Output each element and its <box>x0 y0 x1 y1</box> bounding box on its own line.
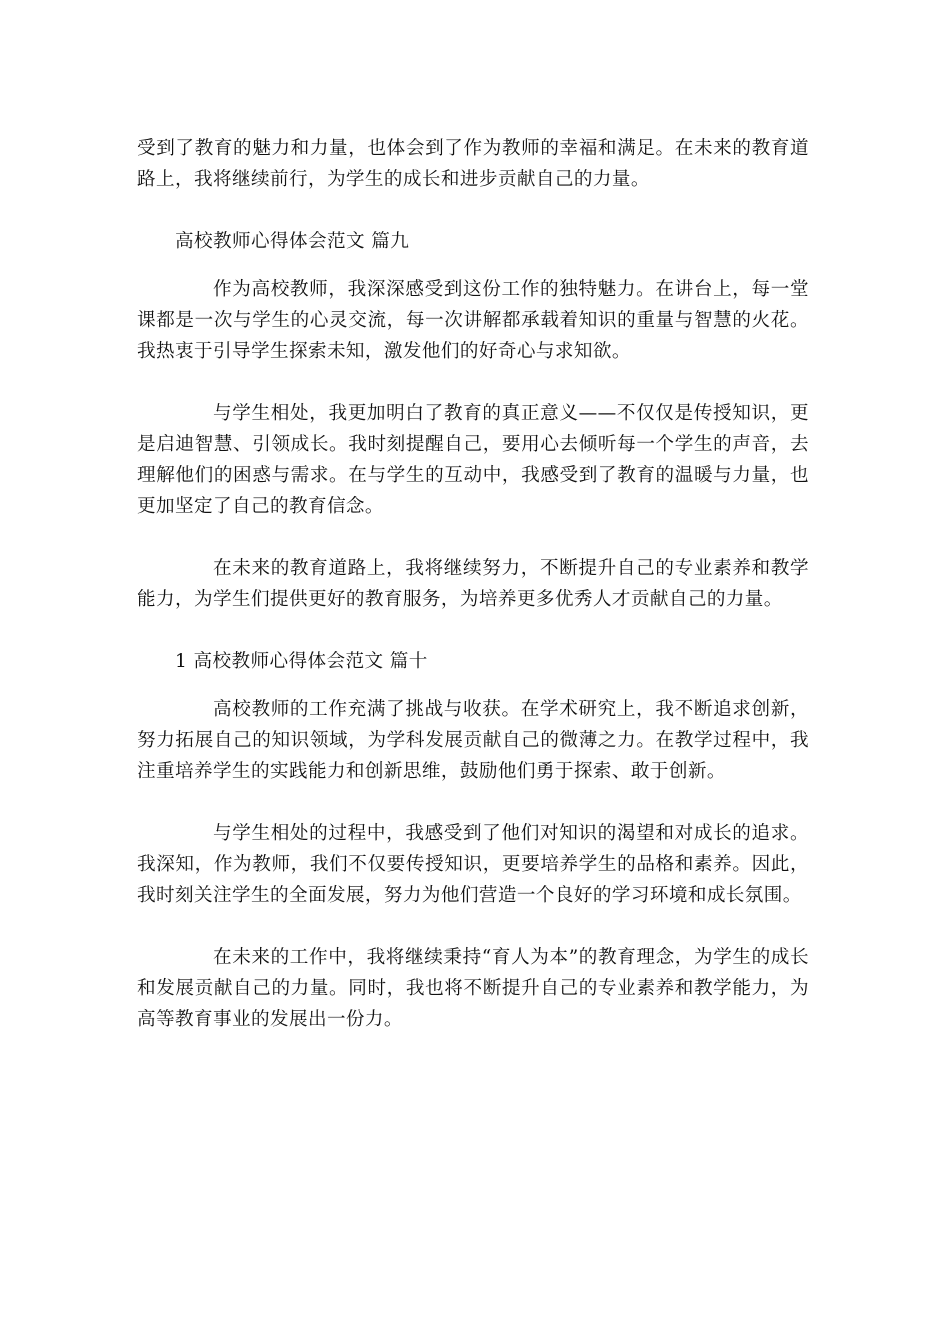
paragraph-part-ten-2: 与学生相处的过程中，我感受到了他们对知识的渴望和对成长的追求。我深知，作为教师，我们不仅要传授知识，更要培养学生的品格和素养。因此，我时刻关注学生的全面发展，努力为他们营造一个良好的学习环境和成长氛围。 <box>137 823 809 906</box>
section-heading-part-nine: 高校教师心得体会范文 篇九 <box>175 231 410 252</box>
paragraph-part-nine-1: 作为高校教师，我深深感受到这份工作的独特魅力。在讲台上，每一堂课都是一次与学生的心灵交流，每一次讲解都承载着知识的重量与智慧的火花。我热衷于引导学生探索未知，激发他们的好奇心与求知欲。 <box>137 279 809 362</box>
paragraph-part-nine-3: 在未来的教育道路上，我将继续努力，不断提升自己的专业素养和教学能力，为学生们提供更好的教育服务，为培养更多优秀人才贡献自己的力量。 <box>137 558 809 610</box>
paragraph-part-nine-2: 与学生相处，我更加明白了教育的真正意义——不仅仅是传授知识，更是启迪智慧、引领成长。我时刻提醒自己，要用心去倾听每一个学生的声音，去理解他们的困惑与需求。在与学生的互动中，我感受到了教育的温暖与力量，也更加坚定了自己的教育信念。 <box>137 403 809 517</box>
section-heading-part-ten: 1 高校教师心得体会范文 篇十 <box>175 651 428 672</box>
paragraph-intro-continuation: 受到了教育的魅力和力量，也体会到了作为教师的幸福和满足。在未来的教育道路上，我将继续前行，为学生的成长和进步贡献自己的力量。 <box>137 138 809 190</box>
paragraph-part-ten-3: 在未来的工作中，我将继续秉持“育人为本”的教育理念，为学生的成长和发展贡献自己的力量。同时，我也将不断提升自己的专业素养和教学能力，为高等教育事业的发展出一份力。 <box>137 947 809 1030</box>
paragraph-part-ten-1: 高校教师的工作充满了挑战与收获。在学术研究上，我不断追求创新，努力拓展自己的知识领域，为学科发展贡献自己的微薄之力。在教学过程中，我注重培养学生的实践能力和创新思维，鼓励他们勇于探索、敢于创新。 <box>137 699 809 782</box>
